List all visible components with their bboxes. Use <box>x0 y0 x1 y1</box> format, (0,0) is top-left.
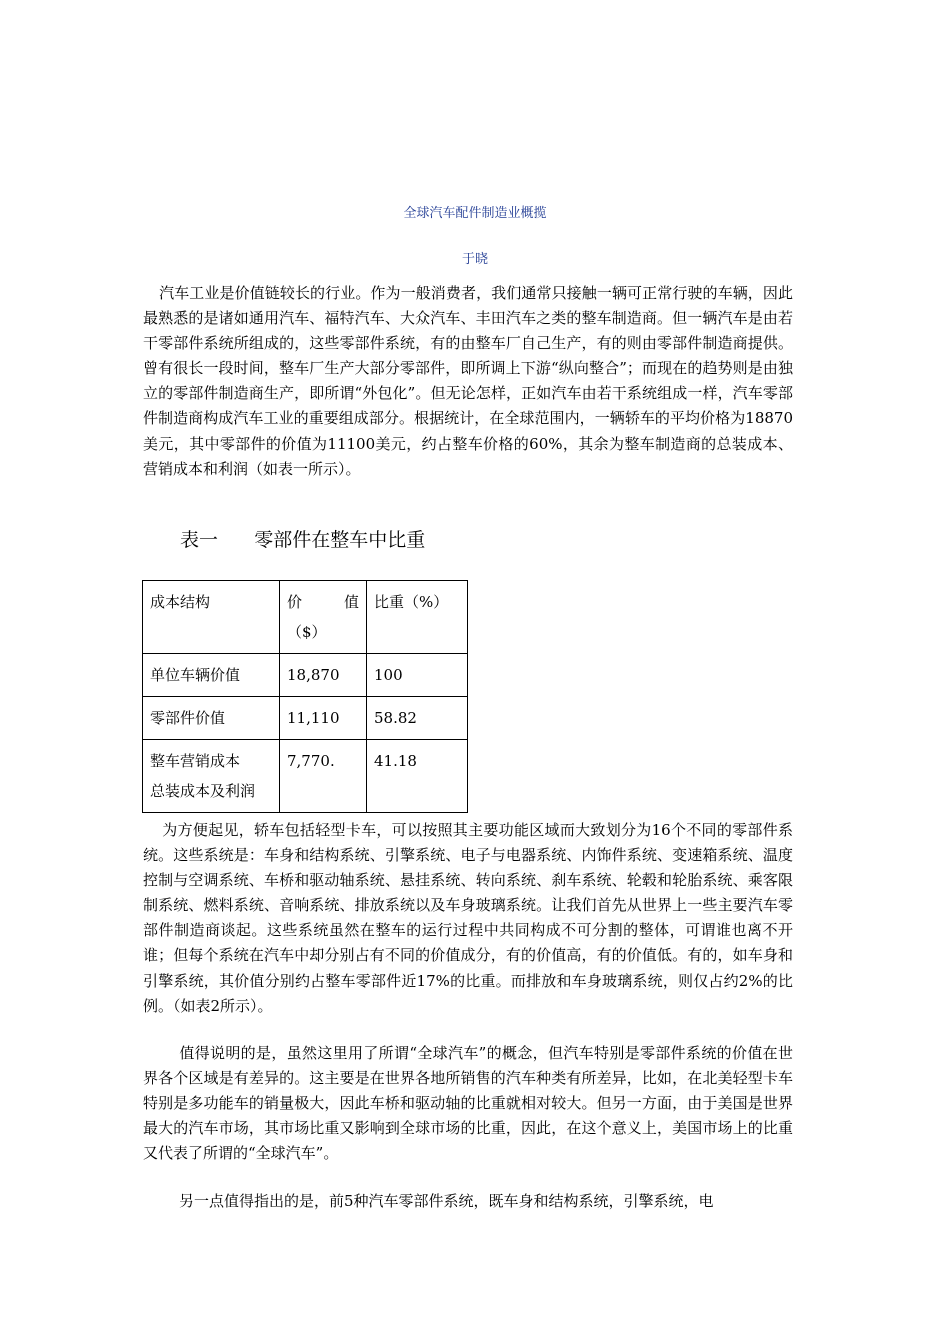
table-cell-value: 11,110 <box>280 697 367 740</box>
paragraph-3 <box>143 1041 793 1166</box>
table-caption-title: 零部件在整车中比重 <box>254 529 426 551</box>
paragraph-2-text: 为方便起见，轿车包括轻型卡车，可以按照其主要功能区域而大致划分为16个不同的零部件系统。这些系统是：车身和结构系统、引擎系统、电子与电器系统、内饰件系统、变速箱系统、温度控制与空调系统、车桥和驱动轴系统、悬挂系统、转向系统、刹车系统、轮毂和轮胎系统、乘客限制系统、燃料系统、音响系统、排放系统以及车身玻璃系统。让我们首先从世界上一些主要汽车零部件制造商谈起。这些系统虽然在整车的运行过程中共同构成不可分割的整体，可谓谁也离不开谁；但每个系统在汽车中却分别占有不同的价值成分，有的价值高，有的价值低。有的，如车身和引擎系统，其价值分别约占整车零部件近17%的比重。而排放和车身玻璃系统，则仅占约2%的比例。（如表2所示）。 <box>143 821 793 1015</box>
table-row <box>143 697 468 740</box>
table-caption-label: 表一 <box>180 529 219 551</box>
table-row <box>143 740 468 813</box>
header-cost-structure: 成本结构 <box>143 581 280 654</box>
header-weight: 比重（%） <box>367 581 468 654</box>
table-cell-item: 单位车辆价值 <box>143 654 280 697</box>
table-cell-weight: 41.18 <box>367 740 468 813</box>
paragraph-3-text: 值得说明的是，虽然这里用了所谓“全球汽车”的概念，但汽车特别是零部件系统的价值在世界各个区域是有差异的。这主要是在世界各地所销售的汽车种类有所差异，比如，在北美轻型卡车特别是多功能车的销量极大，因此车桥和驱动轴的比重就相对较大。但另一方面，由于美国是世界最大的汽车市场，其市场比重又影响到全球市场的比重，因此，在这个意义上，美国市场上的比重又代表了所谓的“全球汽车”。 <box>143 1044 793 1163</box>
paragraph-2 <box>143 818 793 1019</box>
paragraph-4-text: 另一点值得指出的是，前5种汽车零部件系统，既车身和结构系统，引擎系统，电 <box>179 1192 714 1210</box>
table-cell-value: 7,770. <box>280 740 367 813</box>
paragraph-1 <box>143 281 793 482</box>
table-cell-weight: 58.82 <box>367 697 468 740</box>
table-header-row <box>143 581 468 654</box>
table-cell-value: 18,870 <box>280 654 367 697</box>
table-row <box>143 654 468 697</box>
header-value: 价 值 （$） <box>280 581 367 654</box>
table-cell-weight: 100 <box>367 654 468 697</box>
table-caption <box>180 525 425 552</box>
paragraph-1-text: 汽车工业是价值链较长的行业。作为一般消费者，我们通常只接触一辆可正常行驶的车辆，因此最熟悉的是诸如通用汽车、福特汽车、大众汽车、丰田汽车之类的整车制造商。但一辆汽车是由若干零部件系统所组成的，这些零部件系统，有的由整车厂自己生产，有的则由零部件制造商提供。曾有很长一段时间，整车厂生产大部分零部件，即所调上下游“纵向整合”；而现在的趋势则是由独立的零部件制造商生产，即所谓“外包化”。但无论怎样，正如汽车由若干系统组成一样，汽车零部件制造商构成汽车工业的重要组成部分。根据统计，在全球范围内，一辆轿车的平均价格为18870美元，其中零部件的价值为11100美元，约占整车价格的60%，其余为整车制造商的总装成本、营销成本和利润（如表一所示）。 <box>143 284 793 478</box>
document-author: 于晓 <box>461 252 488 267</box>
table-cell-item: 零部件价值 <box>143 697 280 740</box>
cost-structure-table <box>142 580 468 813</box>
document-title: 全球汽车配件制造业概揽 <box>403 206 547 221</box>
table-cell-item: 整车营销成本 总装成本及利润 <box>143 740 280 813</box>
paragraph-4 <box>143 1189 793 1214</box>
